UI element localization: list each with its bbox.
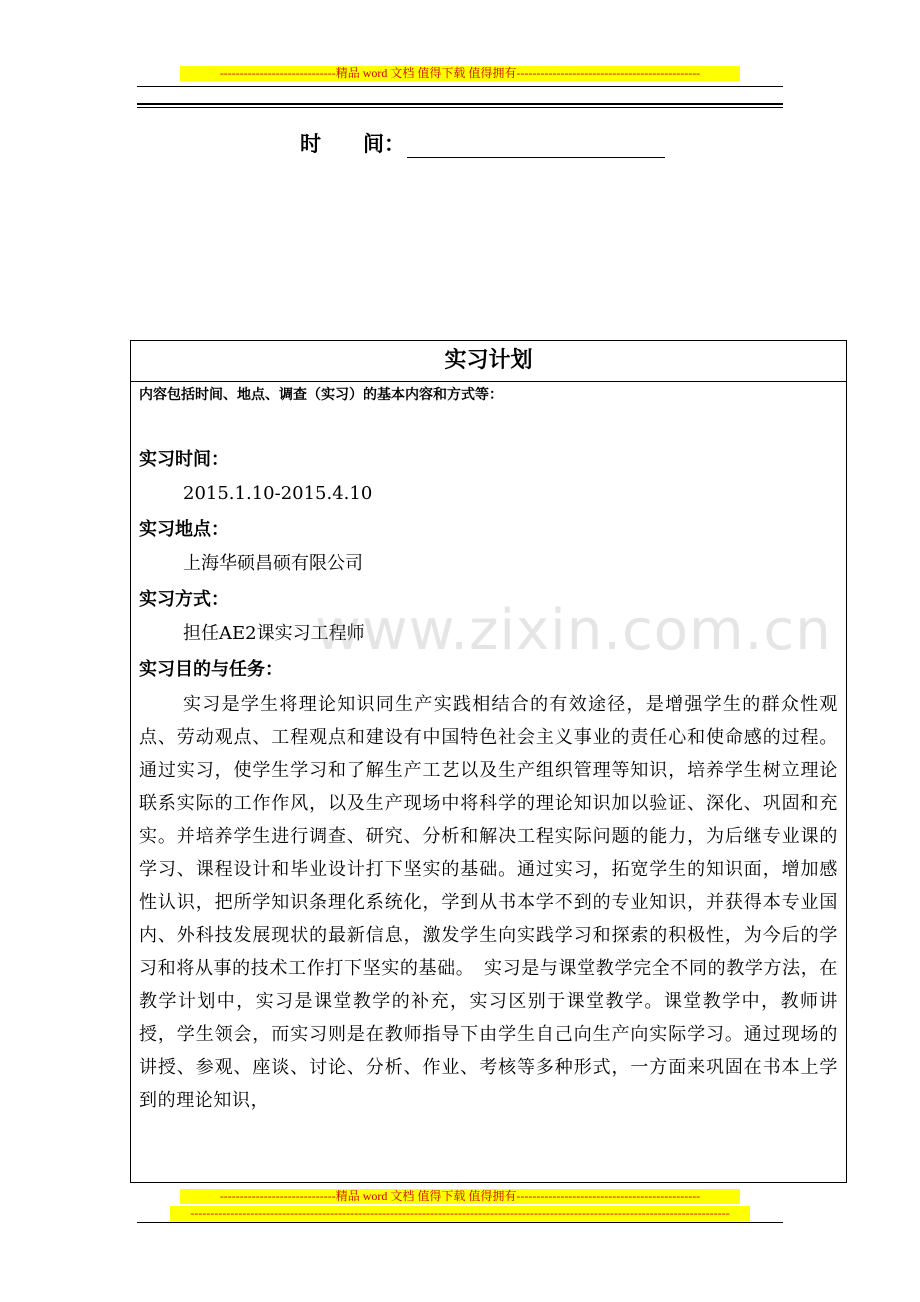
time-label: 时 间： (300, 132, 405, 156)
plan-table (130, 340, 847, 1183)
bottom-banner-dashes: --------------------------------------------------------------------------------------------------------------------------------------- (170, 1206, 750, 1221)
header-rule-thick (137, 103, 783, 105)
purpose-paragraph: 实习是学生将理论知识同生产实践相结合的有效途径，是增强学生的群众性观点、劳动观点、工程观点和建设有中国特色社会主义事业的责任心和使命感的过程。通过实习，使学生学习和了解生产工艺以及生产组织管理等知识，培养学生树立理论联系实际的工作作风，以及生产现场中将科学的理论知识加以验证、深化、巩固和充实。并培养学生进行调查、研究、分析和解决工程实际问题的能力，为后继专业课的学习、课程设计和毕业设计打下坚实的基础。通过实习，拓宽学生的知识面，增加感性认识，把所学知识条理化系统化，学到从书本学不到的专业知识，并获得本专业国内、外科技发展现状的最新信息，激发学生向实践学习和探索的积极性，为今后的学习和将从事的技术工作打下坚实的基础。 实习是与课堂教学完全不同的教学方法，在教学计划中，实习是课堂教学的补充，实习区别于课堂教学。课堂教学中，教师讲授，学生领会，而实习则是在教师指导下由学生自己向生产向实际学习。通过现场的讲授、参观、座谈、讨论、分析、作业、考核等多种形式，一方面来巩固在书本上学到的理论知识， (139, 694, 838, 1111)
watermark: www.zixin.com.cn (315, 598, 832, 663)
time-row (300, 128, 665, 158)
method-heading: 实习方式： (139, 589, 229, 610)
method-value: 担任AE2课实习工程师 (183, 623, 365, 644)
top-banner: -----------------------------精品 word 文档 值得下载 值得拥有---------------------------------------------- (180, 66, 740, 81)
plan-title: 实习计划 (131, 341, 846, 382)
bottom-banner: -----------------------------精品 word 文档 值得下载 值得拥有---------------------------------------------- (180, 1189, 740, 1204)
header-rule-thin-2 (137, 107, 783, 108)
plan-intro: 内容包括时间、地点、调查（实习）的基本内容和方式等： (139, 387, 503, 403)
time-blank-line (407, 133, 665, 158)
time-value: 2015.1.10-2015.4.10 (183, 483, 373, 504)
place-value: 上海华硕昌硕有限公司 (183, 553, 363, 574)
footer-rule (137, 1222, 783, 1223)
time-heading: 实习时间： (139, 449, 229, 470)
place-heading: 实习地点： (139, 519, 229, 540)
header-rule-thin (137, 86, 783, 87)
plan-body (131, 382, 846, 1117)
purpose-heading: 实习目的与任务： (139, 659, 283, 680)
